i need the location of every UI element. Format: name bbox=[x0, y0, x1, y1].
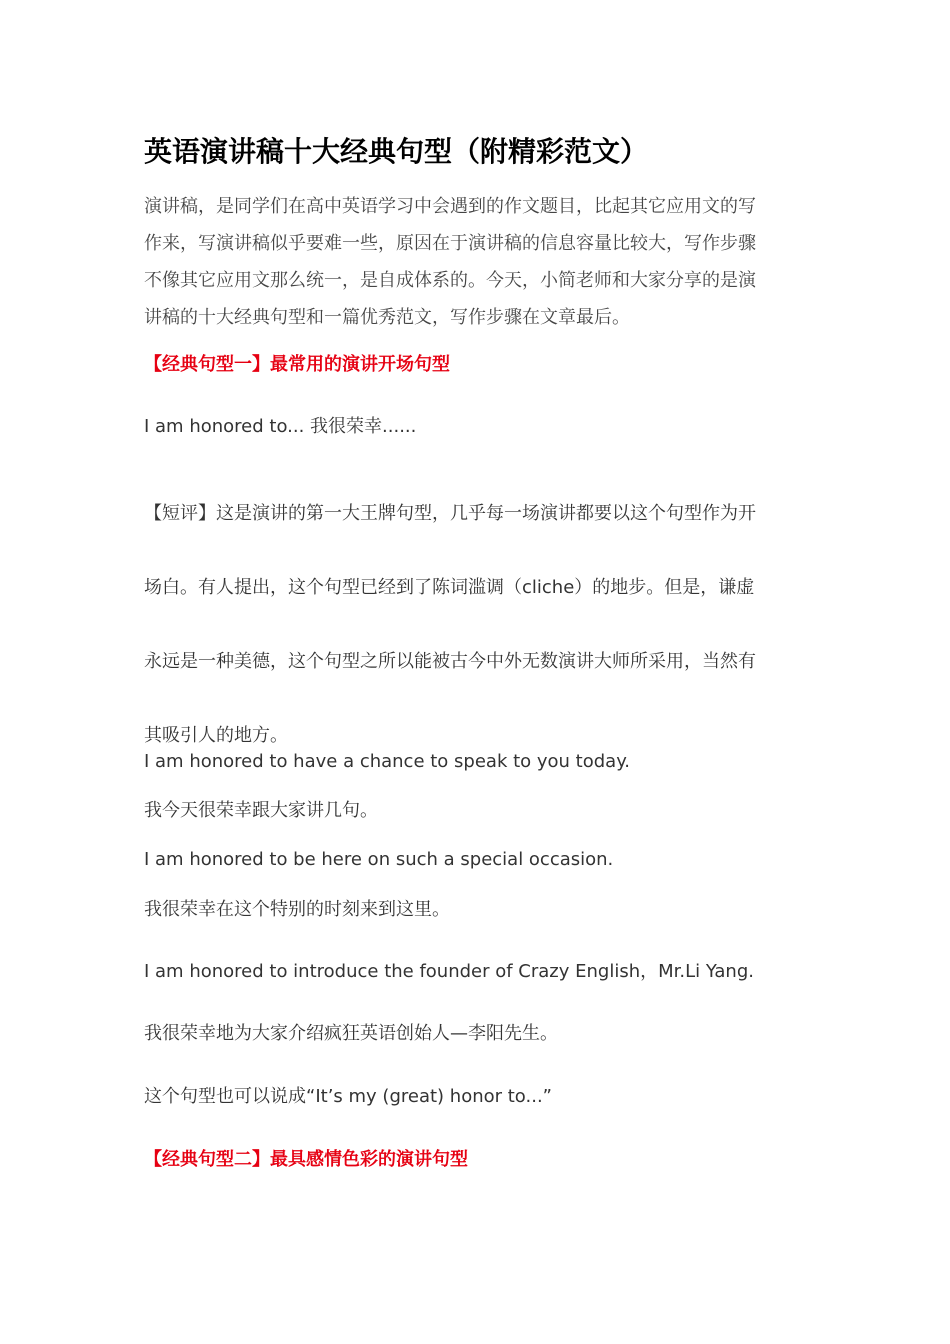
variant-note: 这个句型也可以说成“It’s my (great) honor to...” bbox=[144, 1086, 552, 1107]
intro-paragraph bbox=[144, 188, 809, 336]
example-chinese: 我今天很荣幸跟大家讲几句。 bbox=[144, 800, 378, 821]
intro-line: 演讲稿，是同学们在高中英语学习中会遇到的作文题目，比起其它应用文的写 bbox=[144, 196, 756, 217]
section-heading-1: 【经典句型一】最常用的演讲开场句型 bbox=[144, 354, 450, 375]
intro-line: 不像其它应用文那么统一，是自成体系的。今天，小简老师和大家分享的是演 bbox=[144, 270, 756, 291]
comment-line: 【短评】这是演讲的第一大王牌句型，几乎每一场演讲都要以这个句型作为开 bbox=[144, 503, 756, 524]
section-heading-2: 【经典句型二】最具感情色彩的演讲句型 bbox=[144, 1149, 468, 1170]
example-chinese: 我很荣幸在这个特别的时刻来到这里。 bbox=[144, 899, 450, 920]
intro-line: 讲稿的十大经典句型和一篇优秀范文，写作步骤在文章最后。 bbox=[144, 307, 630, 328]
comment-paragraph bbox=[144, 477, 809, 773]
example-english: I am honored to introduce the founder of Crazy English，Mr.Li Yang. bbox=[144, 961, 754, 982]
intro-line: 作来，写演讲稿似乎要难一些，原因在于演讲稿的信息容量比较大，写作步骤 bbox=[144, 233, 756, 254]
comment-line: 永远是一种美德，这个句型之所以能被古今中外无数演讲大师所采用，当然有 bbox=[144, 651, 756, 672]
comment-line: 其吸引人的地方。 bbox=[144, 725, 288, 746]
example-english: I am honored to have a chance to speak to you today. bbox=[144, 751, 631, 772]
comment-line: 场白。有人提出，这个句型已经到了陈词滥调（cliche）的地步。但是，谦虚 bbox=[144, 577, 755, 598]
example-english: I am honored to be here on such a special occasion. bbox=[144, 849, 614, 870]
document-title: 英语演讲稿十大经典句型（附精彩范文） bbox=[144, 135, 649, 168]
pattern-line: I am honored to... 我很荣幸...... bbox=[144, 416, 417, 437]
example-chinese: 我很荣幸地为大家介绍疯狂英语创始人—李阳先生。 bbox=[144, 1023, 558, 1044]
